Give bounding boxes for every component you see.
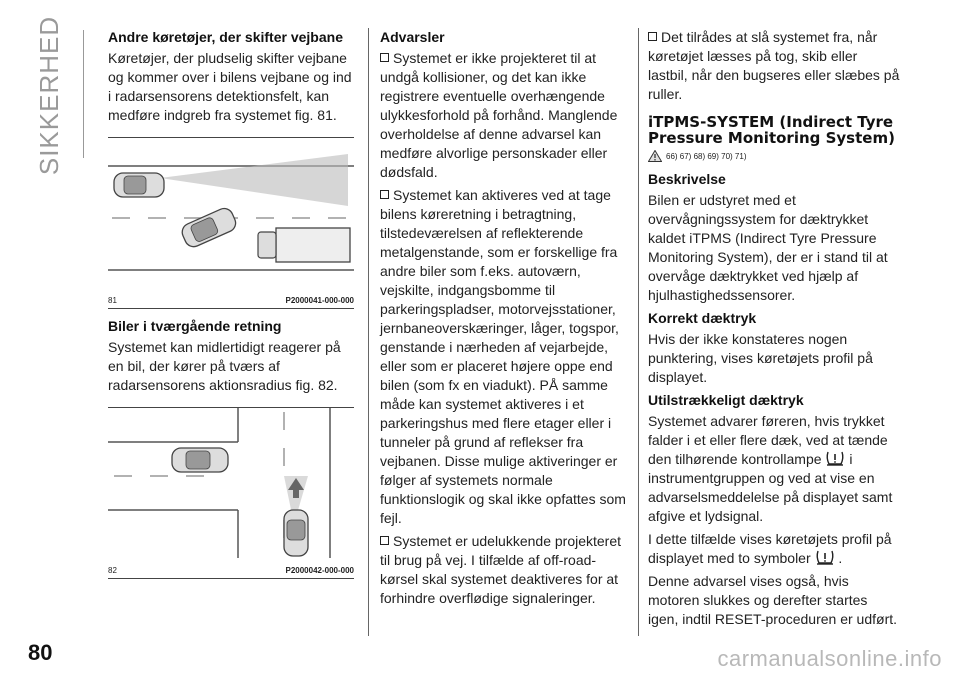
note-bullet-icon [648,32,657,41]
tyre-pressure-warning-icon [815,549,835,565]
figure-81-illustration [108,138,354,288]
warning-references [648,150,900,162]
heading-cross-traffic: Biler i tværgående retning [108,318,282,334]
note-bullet-icon [380,53,389,62]
tyre-pressure-warning-icon [825,450,845,466]
warning-note-text: Det tilrådes at slå systemet fra, når køretøjet læsses på tog, skib eller lastbil, når den bugseres eller slæbes på ruller. [648,29,900,102]
cutting-in-car-icon [179,206,238,250]
paragraph-text: . [838,550,843,566]
column-divider [368,28,369,636]
crossing-car-icon [172,448,228,472]
paragraph-also-shown: Denne advarsel vises også, hvis motoren slukkes og derefter startes igen, indtil RESET-proceduren er udført. [648,573,898,627]
paragraph-text: i instrumentgruppen og ved at vise en advarselsmeddelelse på displayet samt afgive et lydsignal. [648,451,893,524]
column-3 [648,28,900,633]
paragraph-lane-change: Køretøjer, der pludselig skifter vejbane og kommer over i bilens vejbane og ind i radarsensorens detektionsfelt, kan medføre indgreb fra systemet fig. 81. [108,50,352,123]
paragraph-description: Bilen er udstyret med et overvågningssystem for dæktrykket kaldet iTPMS (Indirect Tyre Pressure Monitoring System), der er i stand til at overvåge dæktrykket ved hjælp af hjulhastighedssensorer. [648,192,888,303]
column-2 [380,28,632,612]
page-number: 80 [28,640,53,665]
warning-note-2 [380,186,632,528]
side-rule [83,30,84,158]
paragraph-in-this-case [648,530,900,568]
warning-note-text: Systemet er udelukkende projekteret til brug på vej. I tilfælde af off-road-kørsel skal systemet deaktiveres for at forhindre overflødige signaleringer. [380,533,622,606]
ego-car-icon [114,173,164,197]
note-bullet-icon [380,190,389,199]
warning-note-text: Systemet er ikke projekteret til at undgå kollisioner, og det kan ikke registrere eventuelle overhængende ulykkesforhold på forhånd. Manglende overholdelse af denne advarsel kan medføre alvorlige personskader eller dødsfald. [380,50,618,180]
paragraph-text: Systemet advarer føreren, hvis trykket falder i et eller flere dæk, ved at tænde den tilhørende kontrollampe [648,413,888,467]
note-bullet-icon [380,536,389,545]
section-side-label-text: SIKKERHED [34,15,65,175]
figure-82-illustration [108,408,354,558]
warning-note-4 [648,28,900,104]
paragraph-low-pressure [648,412,900,526]
watermark: carmanualsonline.info [717,646,942,671]
paragraph-text: I dette tilfælde vises køretøjets profil på displayet med to symboler [648,531,892,566]
figure-82-caption [108,566,354,575]
reference-numbers: 66) 67) 68) 69) 70) 71) [666,151,747,161]
section-side-label [30,15,70,175]
figure-number: 81 [108,296,117,305]
figure-82 [108,407,354,579]
heading-itpms: iTPMS-SYSTEM (Indirect Tyre Pressure Monitoring System) [648,113,895,147]
warning-note-text: Systemet kan aktiveres ved at tage bilens køreretning i betragtning, tilstedeværelsen af reflekterende metalgenstande, som er forskellige fra andre biler som f.eks. autoværn, vejskilte, indgangsbomme til parkeringspladser, motorvejsstationer, jernbaneoverskæringer, låger, togspor, genstande i nærheden af vejarbejde, eller som er placeret højere oppe end bilen (som fx en viadukt). PÅ samme måde kan systemet aktiveres i et parkeringshus med flere etager eller i tunneler på grund af reflekser fra vejbanen. Disse mulige aktiveringer er følger af systemets normale funktionslogik og skal ikke opfattes som fejl. [380,187,626,526]
paragraph-cross-traffic: Systemet kan midlertidigt reagerer på en bil, der kører på tværs af radarsensorens aktionsradius fig. 82. [108,339,341,393]
figure-81 [108,137,354,309]
figure-81-caption [108,296,354,305]
heading-low-pressure: Utilstrækkeligt dæktryk [648,392,804,408]
warning-note-1 [380,49,632,182]
heading-warnings: Advarsler [380,29,445,45]
ego-car-icon [284,510,308,556]
heading-lane-change: Andre køretøjer, der skifter vejbane [108,29,343,45]
column-1 [108,28,354,587]
paragraph-correct-pressure: Hvis der ikke konstateres nogen punktering, vises køretøjets profil på displayet. [648,331,873,385]
column-divider [638,28,639,636]
heading-description: Beskrivelse [648,171,726,187]
figure-number: 82 [108,566,117,575]
warning-note-3 [380,532,632,608]
warning-triangle-icon [648,150,662,162]
heading-correct-pressure: Korrekt dæktryk [648,310,757,326]
figure-code: P2000041-000-000 [285,296,354,305]
figure-code: P2000042-000-000 [285,566,354,575]
truck-icon [258,228,350,262]
